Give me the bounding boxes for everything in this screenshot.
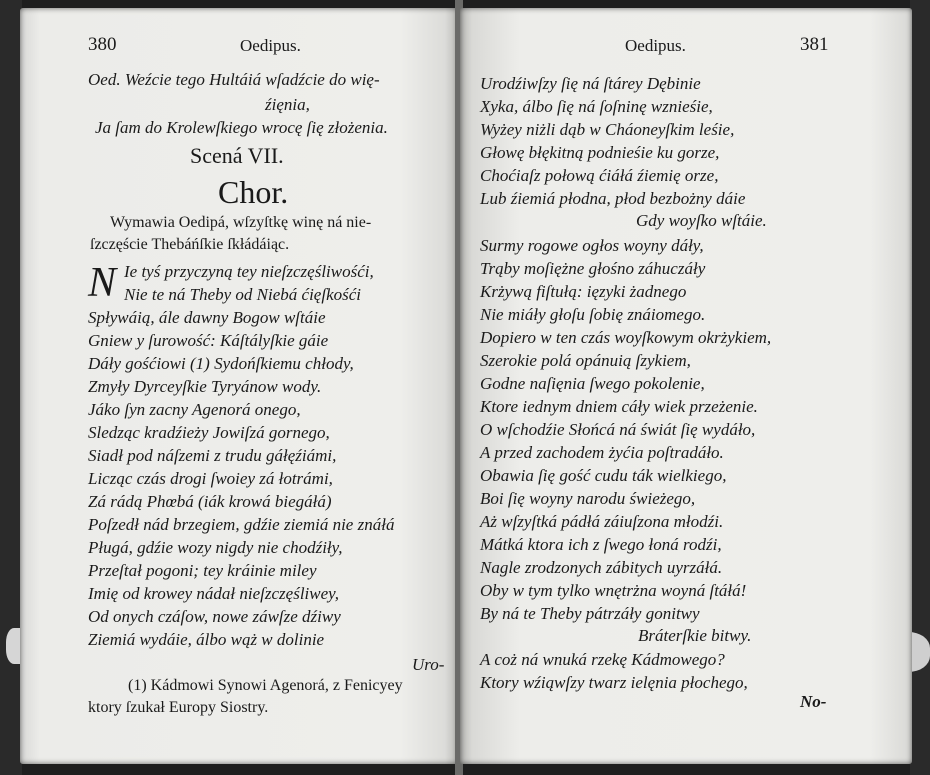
verse-line: Ktory wźiąwſzy twarz ielęnia płochego, <box>480 673 748 692</box>
footnote-line: ktory ſzukał Europy Siostry. <box>88 699 269 716</box>
verse-line: Surmy rogowe ogłos woyny dáły, <box>480 236 704 255</box>
verse-line: Od onych czáſow, nowe záwſze dźiwy <box>88 607 341 626</box>
speaker-line: źięnia, <box>265 95 310 114</box>
right-running-head: Oedipus. <box>625 36 686 55</box>
footnote-line: (1) Kádmowi Synowi Agenorá, z Fenicyey <box>128 677 403 694</box>
verse-line: Przeſtał pogoni; tey kráinie miley <box>88 561 317 580</box>
verse-line: Ie tyś przyczyną tey nieſzczęśliwośći, <box>124 262 374 281</box>
verse-line: Poſzedł nád brzegiem, gdźie ziemiá nie znáłá <box>88 515 395 534</box>
verse-line: A przed zachodem żyćia poſtradáło. <box>480 443 724 462</box>
stage-direction: ſzczęście Thebáńſkie ſkłádáiąc. <box>90 236 290 253</box>
verse-line: Siadł pod náſzemi z trudu gáłęźiámi, <box>88 446 337 465</box>
verse-line: Oby w tym tylko wnętrżna woyná ſtáłá! <box>480 581 747 600</box>
verse-line: Gniew y ſurowość: Káſtályſkie gáie <box>88 331 329 350</box>
verse-line: Urodźiwſzy ſię ná ſtárey Dębinie <box>480 74 701 93</box>
verse-line: Szerokie polá opánuią ſzykiem, <box>480 351 691 370</box>
verse-line: Spływáią, ále dawny Bogow wſtáie <box>88 308 326 327</box>
verse-line: By ná te Theby pátrzáły gonitwy <box>480 604 700 623</box>
right-page-number: 381 <box>800 34 829 55</box>
verse-line: Dopiero w ten czás woyſkowym okrżykiem, <box>480 328 772 347</box>
chor-title: Chor. <box>218 174 289 210</box>
left-page-number: 380 <box>88 34 117 55</box>
verse-line: Wyżey niżli dąb w Cháoneyſkim leśie, <box>480 120 735 139</box>
scene-title: Scená VII. <box>190 143 284 168</box>
left-running-head: Oedipus. <box>240 36 301 55</box>
verse-line: Godne naſięnia ſwego pokolenie, <box>480 374 705 393</box>
verse-line: Mátká ktora ich z ſwego łoná rodźi, <box>480 535 722 554</box>
verse-line: Xyka, álbo ſię ná ſoſninę wznieśie, <box>480 97 713 116</box>
verse-line: Trąby moſiężne głośno záhuczáły <box>480 259 706 278</box>
verse-line: Sledząc kradźieży Jowiſzá gornego, <box>88 423 330 442</box>
verse-line: Bráterſkie bitwy. <box>638 626 752 645</box>
right-catchword: No- <box>800 692 827 711</box>
verse-line: Nagle zrodzonych zábitych uyrzáłá. <box>480 558 723 577</box>
verse-line: Choćiaſz połową ćiáłá źiemię orze, <box>480 166 719 185</box>
verse-line: Ktore iednym dniem cáły wiek przeżenie. <box>480 397 758 416</box>
verse-line: Aż wſzyſtká pádłá záiuſzona młodźi. <box>480 512 724 531</box>
verse-line: Dáły gośćiowi (1) Sydońſkiemu chłody, <box>88 354 354 373</box>
verse-line: Imię od krowey nádał nieſzczęśliwey, <box>88 584 340 603</box>
left-catchword: Uro- <box>412 655 445 674</box>
stage-direction: Wymawia Oedipá, wſzyſtkę winę ná nie- <box>110 214 372 231</box>
verse-line: Lub źiemiá płodna, płod bezbożny dáie <box>480 189 746 208</box>
verse-line: O wſchodźie Słońcá ná świát ſię wydáło, <box>480 420 756 439</box>
verse-line: Ziemiá wydáie, álbo wąż w dolinie <box>88 630 325 649</box>
verse-line: Zmyły Dyrceyſkie Tyryánow wody. <box>88 377 322 396</box>
verse-line: Nie miáły głoſu ſobię znáiomego. <box>480 305 706 324</box>
verse-line: Zá rádą Phœbá (iák krowá biegáłá) <box>88 492 332 511</box>
verse-line: Gdy woyſko wſtáie. <box>636 211 767 230</box>
speaker-line: Ja ſam do Krolewſkiego wrocę ſię złożenia. <box>95 118 388 137</box>
verse-line: Licząc czás drogi ſwoiey zá łotrámi, <box>88 469 333 488</box>
verse-line: Obawia ſię gość cudu ták wielkiego, <box>480 466 727 485</box>
drop-cap: N <box>88 260 117 306</box>
verse-line: A coż ná wnuká rzekę Kádmowego? <box>480 650 725 669</box>
verse-line: Głowę błękitną podnieśie ku gorze, <box>480 143 720 162</box>
verse-line: Krżywą fiſtułą: ięzyki żadnego <box>480 282 687 301</box>
verse-line: Boi ſię woyny narodu świeżego, <box>480 489 696 508</box>
verse-line: Jáko ſyn zacny Agenorá onego, <box>88 400 301 419</box>
verse-line: Nie te ná Theby od Niebá ćięſkośći <box>124 285 361 304</box>
verse-line: Pługá, gdźie wozy nigdy nie chodźiły, <box>88 538 343 557</box>
speaker-line: Oed. Weźcie tego Hultáiá wſadźcie do wię- <box>88 70 380 89</box>
